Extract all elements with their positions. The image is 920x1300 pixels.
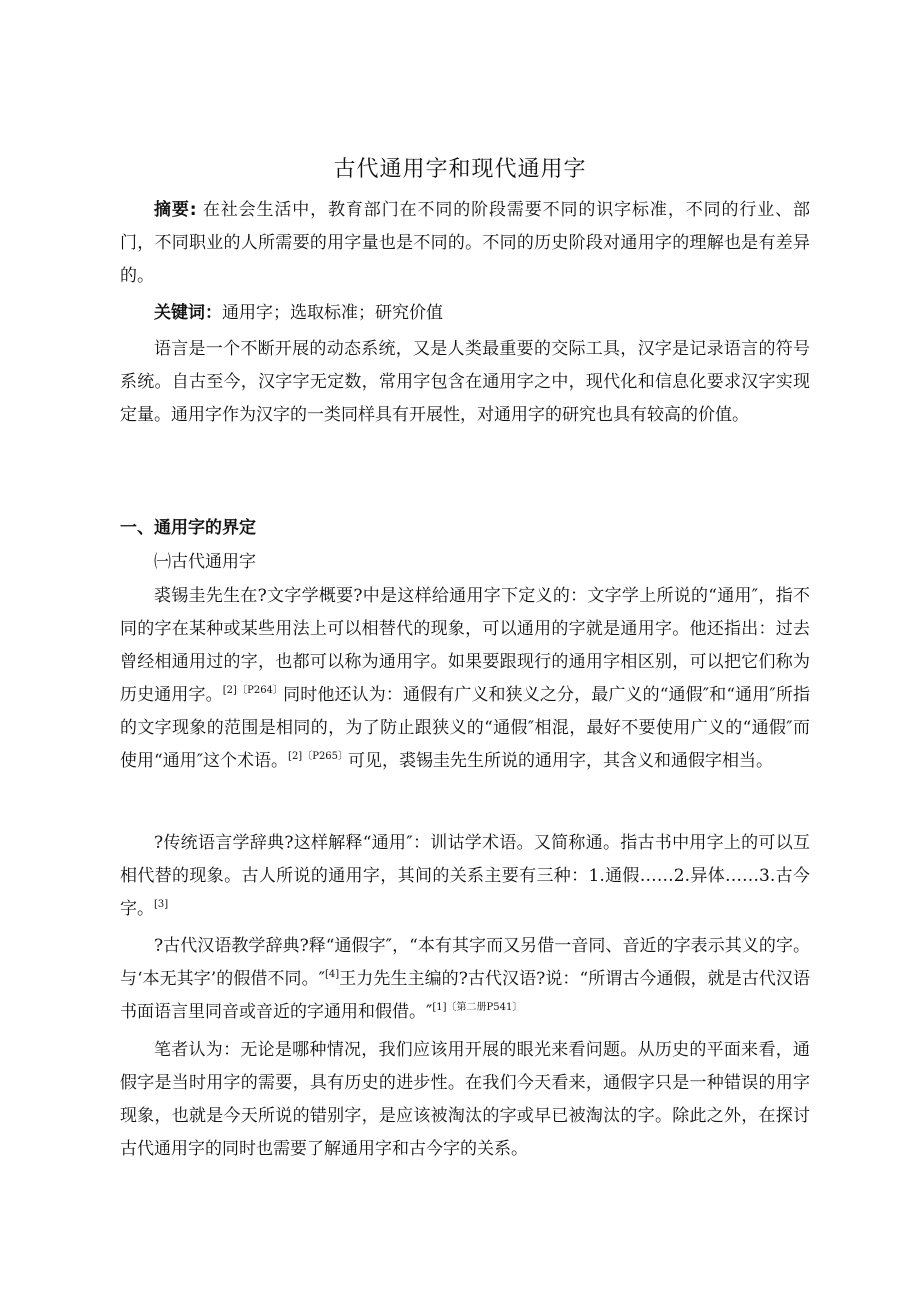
paragraph-wangli: [120, 930, 810, 1029]
citation-ref: [2]〔P264〕: [222, 685, 284, 696]
paragraph-qiu-part-c: 可见，裘锡圭先生所说的通用字，其含义和通假字相当。: [348, 751, 774, 771]
citation-ref: [4]: [325, 969, 340, 980]
abstract-label: 摘要:: [154, 200, 197, 220]
paragraph-wangli-part-b: 王力先生主编的?古代汉语?说：“所谓古今通假，就是古代汉语书面语言里同音或音近的字通用和假借。″: [120, 969, 810, 1022]
keywords-paragraph: [120, 297, 810, 330]
paragraph-qiu-part-a: 裘锡圭先生在?文字学概要?中是这样给通用字下定义的：文字学上所说的“通用″，指不同的字在某种或某些用法上可以相替代的现象，可以通用的字就是通用字。他还指出：过去曾经相通用过的字，也都可以称为通用字。如果要跟现行的通用字相区别，可以把它们称为历史通用字。: [120, 586, 810, 705]
keywords-label: 关键词：: [154, 303, 222, 323]
keywords-text: 通用字；选取标准；研究价值: [222, 303, 443, 323]
subsection-heading: ㈠古代通用字: [154, 552, 256, 572]
intro-paragraph: 语言是一个不断开展的动态系统，又是人类最重要的交际工具，汉字是记录语言的符号系统。自古至今，汉字字无定数，常用字包含在通用字之中，现代化和信息化要求汉字实现定量。通用字作为汉字的一类同样具有开展性，对通用字的研究也具有较高的价值。: [120, 339, 810, 425]
section-heading: 一、通用字的界定: [120, 518, 256, 538]
paragraph-wangli-part-a: ?古代汉语教学辞典?释“通假字″，“本有其字而又另借一音同、音近的字表示其义的字。与‘本无其字’的假借不同。″: [120, 936, 810, 989]
paragraph-qiu-part-b: 同时他还认为：通假有广义和狭义之分，最广义的“通假″和“通用″所指的文字现象的范围是相同的，为了防止跟狭义的“通假″相混，最好不要使用广义的“通假″而使用“通用″这个术语。: [120, 685, 810, 771]
paragraph-author-view: 笔者认为：无论是哪种情况，我们应该用开展的眼光来看问题。从历史的平面来看，通假字是当时用字的需要，具有历史的进步性。在我们今天看来，通假字只是一种错误的用字现象，也就是今天所说的错别字，是应该被淘汰的字或早已被淘汰的字。除此之外，在探讨古代通用字的同时也需要了解通用字和古今字的关系。: [120, 1040, 810, 1159]
abstract-paragraph: [120, 194, 810, 293]
paragraph-qiu: [120, 580, 810, 778]
paragraph-dictionary: [120, 827, 810, 926]
abstract-text: 在社会生活中，教育部门在不同的阶段需要不同的识字标准，不同的行业、部门，不同职业的人所需要的用字量也是不同的。不同的历史阶段对通用字的理解也是有差异的。: [120, 200, 810, 286]
document-title: 古代通用字和现代通用字: [333, 157, 587, 182]
citation-ref: [2]〔P265〕: [288, 751, 349, 762]
citation-ref: [1]〔第二册P541〕: [432, 1002, 523, 1013]
paragraph-dictionary-text: ?传统语言学辞典?这样解释“通用″：训诂学术语。又简称通。指古书中用字上的可以互相代替的现象。古人所说的通用字，其间的关系主要有三种：1.通假……2.异体……3.古今字。: [120, 833, 810, 919]
citation-ref: [3]: [154, 899, 169, 910]
